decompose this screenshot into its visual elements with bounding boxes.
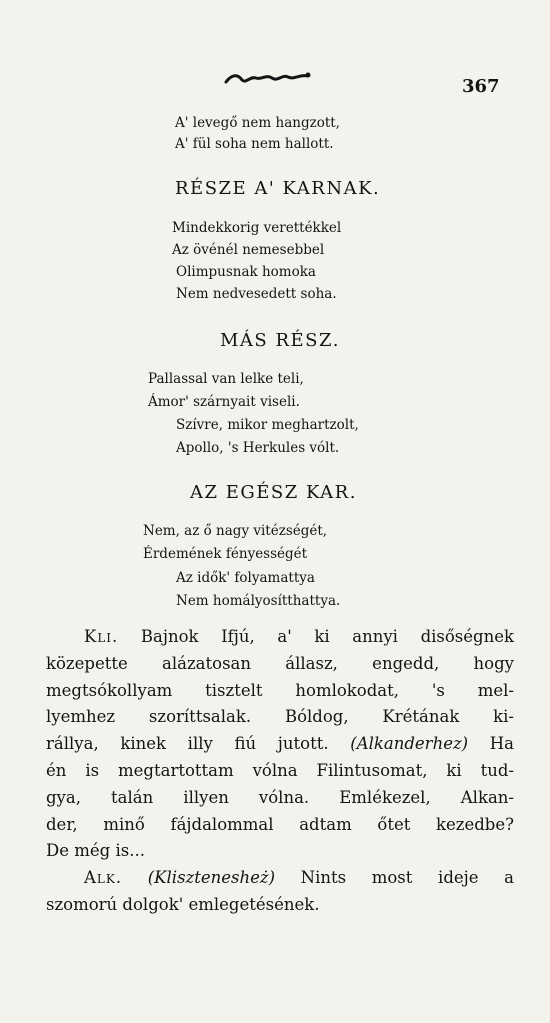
- speaker-name: Kli.: [84, 627, 119, 646]
- section-heading: MÁS RÉSZ.: [220, 330, 340, 351]
- prose-line: közepette alázatosan állasz, engedd, hogy: [46, 653, 514, 673]
- ornament-flourish: [222, 70, 312, 86]
- verse-line: Mindekkorig verettékkel: [172, 220, 342, 236]
- verse-line: Nem, az ő nagy vitézségét,: [143, 523, 328, 539]
- prose-line: der, minő fájdalommal adtam őtet kezedbe?: [46, 814, 514, 834]
- page-number: 367: [462, 76, 500, 97]
- verse-line: Nem homályosítthattya.: [176, 593, 341, 609]
- prose-line: Alk. (Klisztenesheż) Nints most ideje a: [84, 868, 514, 888]
- prose-line: gya, talán illyen vólna. Emlékezel, Alkan-: [46, 787, 514, 807]
- verse-line: Pallassal van lelke teli,: [148, 371, 304, 387]
- prose-line: De még is...: [46, 841, 145, 861]
- verse-line: Olimpusnak homoka: [176, 264, 316, 280]
- verse-line: Szívre, mikor meghartzolt,: [176, 417, 359, 433]
- prose-line: Kli. Bajnok Ifjú, a' ki annyi disőségnek: [84, 627, 514, 646]
- section-heading: AZ EGÉSZ KAR.: [190, 482, 357, 503]
- speaker-name: Alk.: [84, 868, 123, 888]
- stage-direction: (Alkanderhez): [350, 734, 469, 754]
- prose-passage: [46, 624, 514, 919]
- prose-line: szomorú dolgok' emlegetésének.: [46, 894, 320, 914]
- verse-line: Az idők' folyamattya: [176, 570, 315, 586]
- prose-line: lyemhez szoríttsalak. Bóldog, Krétának ki-: [46, 707, 514, 727]
- prose-line: rállya, kinek illy fiú jutott. (Alkanderhez) Ha: [46, 734, 515, 754]
- verse-line: Ámor' szárnyait viseli.: [148, 394, 300, 410]
- verse-line: Apollo, 's Herkules vólt.: [176, 440, 340, 456]
- prose-line: megtsókollyam tisztelt homlokodat, 's mel-: [46, 680, 514, 700]
- stage-direction: (Klisztenesheż): [147, 868, 276, 888]
- verse-line: A' fül soha nem hallott.: [175, 136, 334, 152]
- section-heading: RÉSZE A' KARNAK.: [175, 178, 381, 199]
- verse-line: A' levegő nem hangzott,: [175, 115, 340, 131]
- prose-line: én is megtartottam vólna Filintusomat, ki tud-: [46, 760, 514, 780]
- verse-line: Érdemének fényességét: [143, 546, 308, 562]
- verse-line: Nem nedvesedett soha.: [176, 286, 337, 302]
- verse-line: Az övénél nemesebbel: [172, 242, 325, 258]
